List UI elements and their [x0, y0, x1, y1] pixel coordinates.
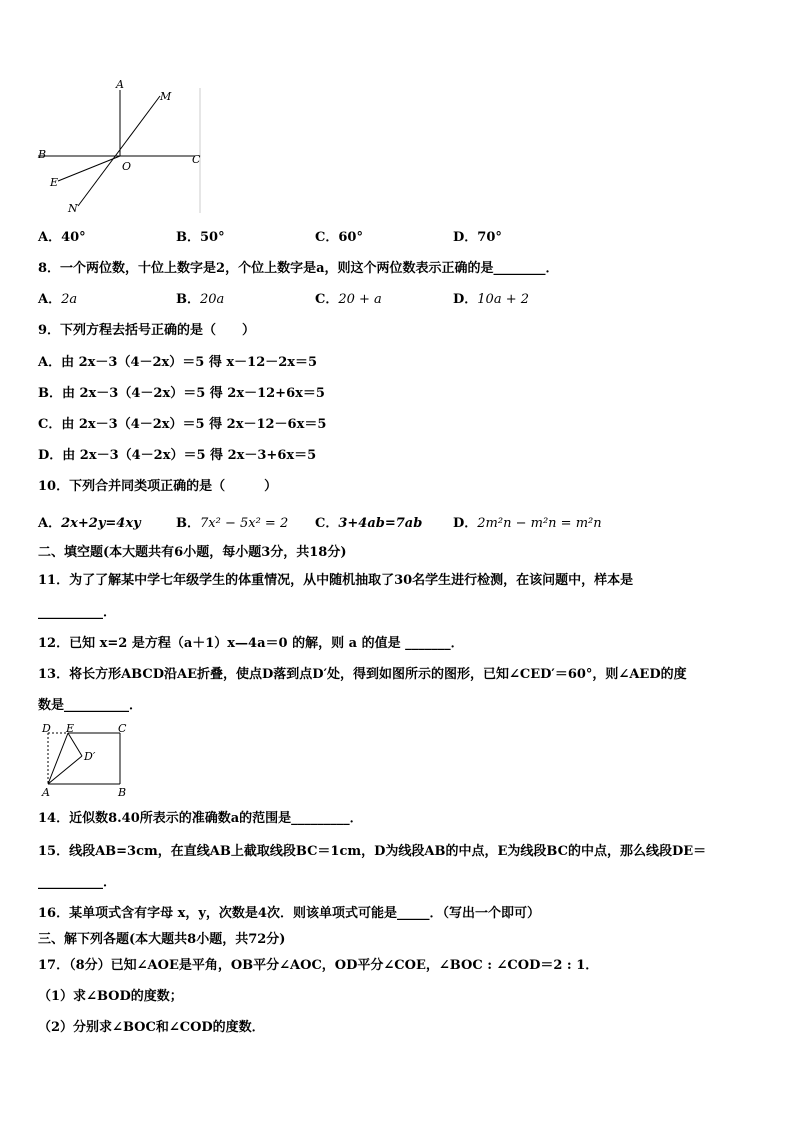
- section-3-heading: 三、解下列各题(本大题共8小题，共72分): [38, 932, 286, 947]
- label-e: E: [50, 176, 59, 189]
- q16: 16．某单项式含有字母 x，y，次数是4次．则该单项式可能是_____．（写出一个即可）: [38, 906, 540, 921]
- label-b: B: [38, 148, 47, 161]
- q15-line1: 15．线段AB=3cm，在直线AB上截取线段BC＝1cm，D为线段AB的中点，E为线段BC的中点，那么线段DE＝: [38, 844, 707, 859]
- q9-option-c: C．由 2x－3（4－2x）＝5 得 2x－12－6x＝5: [38, 417, 327, 432]
- q10-stem: 10．下列合并同类项正确的是（ ）: [38, 479, 278, 494]
- q7-option-b: B．50°: [176, 230, 225, 245]
- q12: 12．已知 x=2 是方程（a＋1）x—4a＝0 的解，则 a 的值是 _______．: [38, 636, 464, 651]
- angle-figure: [30, 78, 210, 218]
- rectangle-fold-figure: [38, 722, 138, 800]
- section-2-heading: 二、填空题(本大题共有6小题，每小题3分，共18分): [38, 545, 347, 560]
- label-d-prime: D′: [84, 750, 96, 763]
- label-c: C: [118, 722, 127, 735]
- q14: 14．近似数8.40所表示的准确数a的范围是_________．: [38, 811, 363, 826]
- q9-option-b: B．由 2x－3（4－2x）＝5 得 2x－12+6x＝5: [38, 386, 325, 401]
- q17-part1: （1）求∠BOD的度数；: [38, 989, 183, 1004]
- q17-part2: （2）分别求∠BOC和∠COD的度数．: [38, 1020, 265, 1035]
- q10-option-d: D．2m²n − m²n = m²n: [453, 516, 602, 531]
- label-e: E: [66, 722, 75, 735]
- label-m: M: [160, 90, 172, 103]
- q9-option-d: D．由 2x－3（4－2x）＝5 得 2x－3+6x＝5: [38, 448, 317, 463]
- q17-stem: 17．（8分）已知∠AOE是平角，OB平分∠AOC，OD平分∠COE，∠BOC : ∠COD＝2 : 1．: [38, 958, 599, 973]
- q10-option-b: B．7x² − 5x² = 2: [176, 516, 289, 531]
- q8-option-d: D．10a + 2: [453, 292, 530, 307]
- q9-stem: 9．下列方程去括号正确的是（ ）: [38, 323, 256, 338]
- q10-option-a: A．2x+2y=4xy: [38, 516, 141, 531]
- q8-option-b: B．20a: [176, 292, 225, 307]
- q7-option-a: A．40°: [38, 230, 86, 245]
- q10-option-c: C．3+4ab=7ab: [315, 516, 423, 531]
- label-a: A: [42, 786, 50, 799]
- q15-line2: __________．: [38, 875, 117, 890]
- q7-option-d: D．70°: [453, 230, 502, 245]
- label-c: C: [192, 153, 201, 166]
- q13-line1: 13．将长方形ABCD沿AE折叠，使点D落到点D′处，得到如图所示的图形，已知∠CED′＝60°，则∠AED的度: [38, 667, 687, 682]
- q11-line1: 11．为了了解某中学七年级学生的体重情况，从中随机抽取了30名学生进行检测，在该问题中，样本是: [38, 573, 634, 588]
- q13-line2: 数是__________．: [38, 698, 143, 713]
- label-n: N: [68, 202, 78, 215]
- q8-option-a: A．2a: [38, 292, 78, 307]
- label-b: B: [118, 786, 127, 799]
- q9-option-a: A．由 2x－3（4－2x）＝5 得 x－12－2x＝5: [38, 355, 318, 370]
- q8-stem: 8．一个两位数，十位上数字是2，个位上数字是a，则这个两位数表示正确的是________．: [38, 261, 559, 276]
- label-a: A: [116, 78, 124, 91]
- label-d: D: [42, 722, 51, 735]
- q7-option-c: C．60°: [315, 230, 363, 245]
- q11-line2: __________．: [38, 605, 117, 620]
- label-o: O: [122, 160, 132, 173]
- q8-option-c: C．20 + a: [315, 292, 382, 307]
